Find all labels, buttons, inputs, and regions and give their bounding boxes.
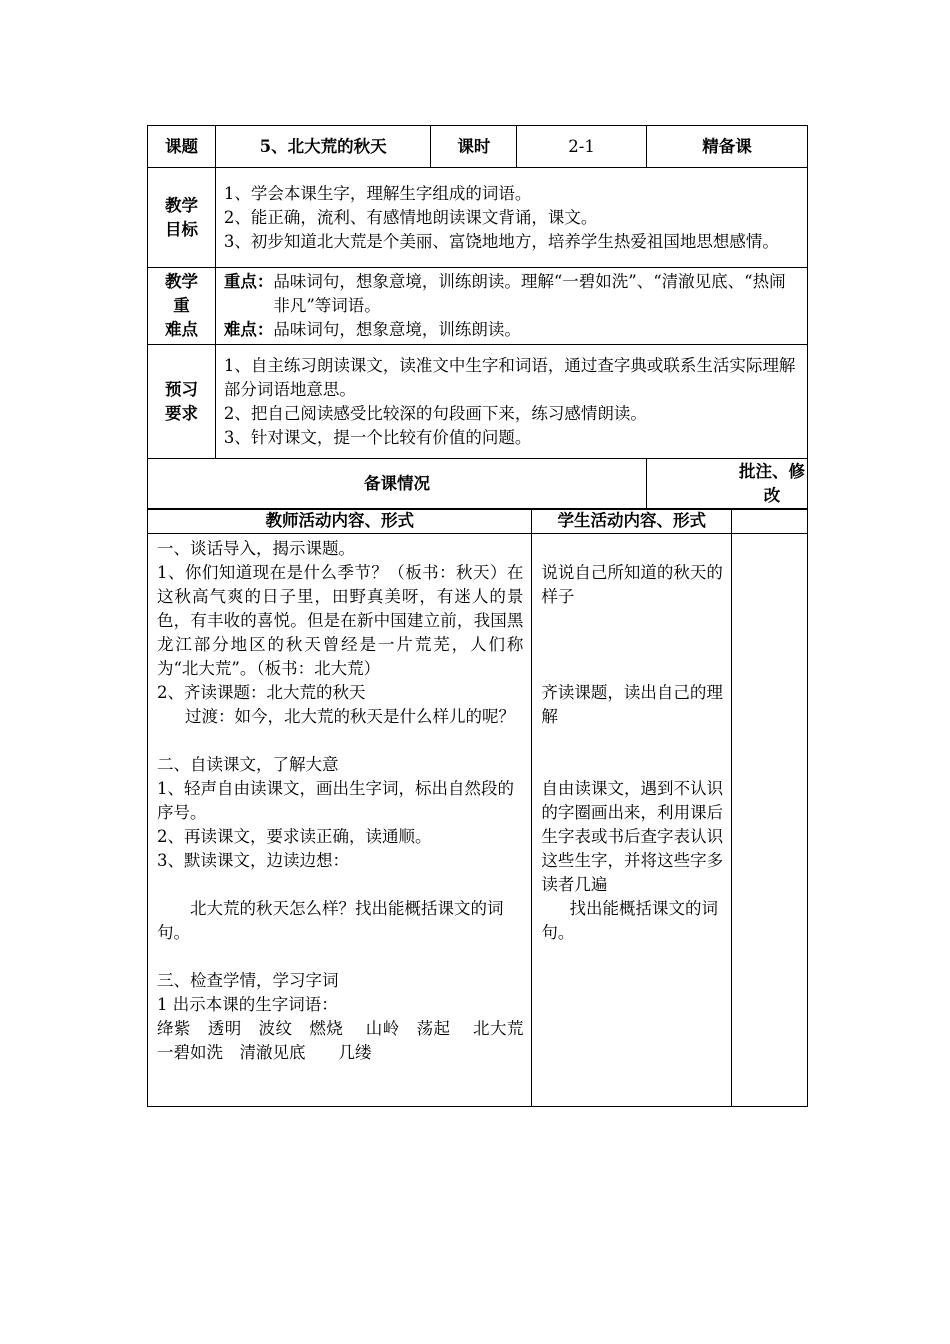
notes-header-blank — [732, 509, 808, 534]
preview-item: 3、针对课文，提一个比较有价值的问题。 — [223, 427, 532, 447]
objectives-label: 教学 目标 — [148, 168, 216, 268]
student-activity-2: 齐读课题，读出自己的理解 — [541, 683, 723, 726]
section-3-step-1: 1 出示本课的生字词语： — [157, 995, 338, 1014]
keypoints-content — [215, 268, 807, 345]
keypoints-label: 教学 重 难点 — [148, 268, 216, 345]
activities-content-row — [148, 534, 808, 1107]
section-3-title: 三、检查学情，学习字词 — [157, 971, 339, 990]
keypoints-row — [148, 268, 808, 345]
section-1-title: 一、谈话导入，揭示课题。 — [157, 539, 355, 558]
student-activities-header: 学生活动内容、形式 — [532, 509, 732, 534]
lesson-type-label: 精备课 — [646, 126, 807, 168]
section-2-question: 北大荒的秋天怎么样？找出能概括课文的词句。 — [157, 899, 504, 942]
student-activities — [532, 534, 732, 1107]
notes-label-wrap — [646, 459, 807, 510]
teacher-activities — [148, 534, 546, 1107]
hard-point-text: 品味词句，想象意境，训练朗读。 — [273, 320, 521, 339]
student-activity-3: 自由读课文，遇到不认识的字圈画出来，利用课后生字表或书后查字表认识这些生字，并将这些字多读者几遍 — [541, 779, 724, 894]
period-label: 课时 — [431, 126, 517, 168]
student-activity-4: 找出能概括课文的词句。 — [541, 899, 718, 942]
objectives-row — [148, 168, 808, 268]
topic-value: 5、北大荒的秋天 — [215, 126, 431, 168]
period-value: 2-1 — [517, 126, 647, 168]
objective-item: 3、初步知道北大荒是个美丽、富饶地地方，培养学生热爱祖国地思想感情。 — [223, 231, 779, 251]
activities-header-row — [148, 509, 808, 534]
topic-label: 课题 — [148, 126, 216, 168]
teacher-activities-header: 教师活动内容、形式 — [148, 509, 532, 534]
section-3-word-list: 绛紫 透明 波纹 燃烧 山岭 荡起 北大荒 一碧如洗 清澈见底 几缕 — [157, 1019, 546, 1062]
key-point-text: 品味词句，想象意境，训练朗读。理解“一碧如洗”、“清澈见底、“热闹非凡”等词语。 — [273, 272, 786, 315]
section-1-intro: 1、你们知道现在是什么季节？（板书：秋天）在这秋高气爽的日子里，田野真美呀，有迷人的景色，有丰收的喜悦。但是在新中国建立前，我国黑龙江部分地区的秋天曾经是一片荒芜，人们称为“北大荒”。（板书：北大荒） — [157, 563, 524, 678]
lesson-activities-table — [147, 508, 808, 1107]
preview-item: 2、把自己阅读感受比较深的句段画下来，练习感情朗读。 — [223, 403, 647, 423]
preview-content — [215, 345, 807, 459]
key-point-label: 重点： — [223, 272, 274, 291]
section-1-transition: 过渡：如今，北大荒的秋天是什么样儿的呢？ — [185, 707, 516, 726]
preview-label: 预习 要求 — [148, 345, 216, 459]
section-2-title: 二、自读课文，了解大意 — [157, 755, 339, 774]
section-2-step-3: 3、默读课文，边读边想： — [157, 851, 349, 870]
section-2-step-2: 2、再读课文，要求读正确，读通顺。 — [157, 827, 432, 846]
lesson-plan-info-table — [147, 125, 808, 510]
hard-point-label: 难点： — [223, 320, 274, 339]
prep-title: 备课情况 — [148, 459, 647, 510]
preview-item: 1、自主练习朗读课文，读准文中生字和词语，通过查字典或联系生活实际理解部分词语地意思。 — [223, 355, 796, 399]
notes-label: 批注、修改 — [738, 462, 805, 505]
objective-item: 1、学会本课生字，理解生字组成的词语。 — [223, 183, 532, 203]
student-activity-1: 说说自己所知道的秋天的样子 — [541, 563, 723, 606]
hard-point — [224, 318, 799, 342]
objectives-content — [215, 168, 807, 268]
preview-row — [148, 345, 808, 459]
section-2-step-1: 1、轻声自由读课文，画出生字词，标出自然段的序号。 — [157, 779, 514, 822]
section-1-read-title: 2、齐读课题：北大荒的秋天 — [157, 683, 366, 702]
objective-item: 2、能正确，流利、有感情地朗读课文背诵，课文。 — [223, 207, 598, 227]
header-row — [148, 126, 808, 168]
prep-title-row — [148, 459, 808, 510]
key-point — [224, 270, 799, 318]
notes-column — [732, 534, 808, 1107]
